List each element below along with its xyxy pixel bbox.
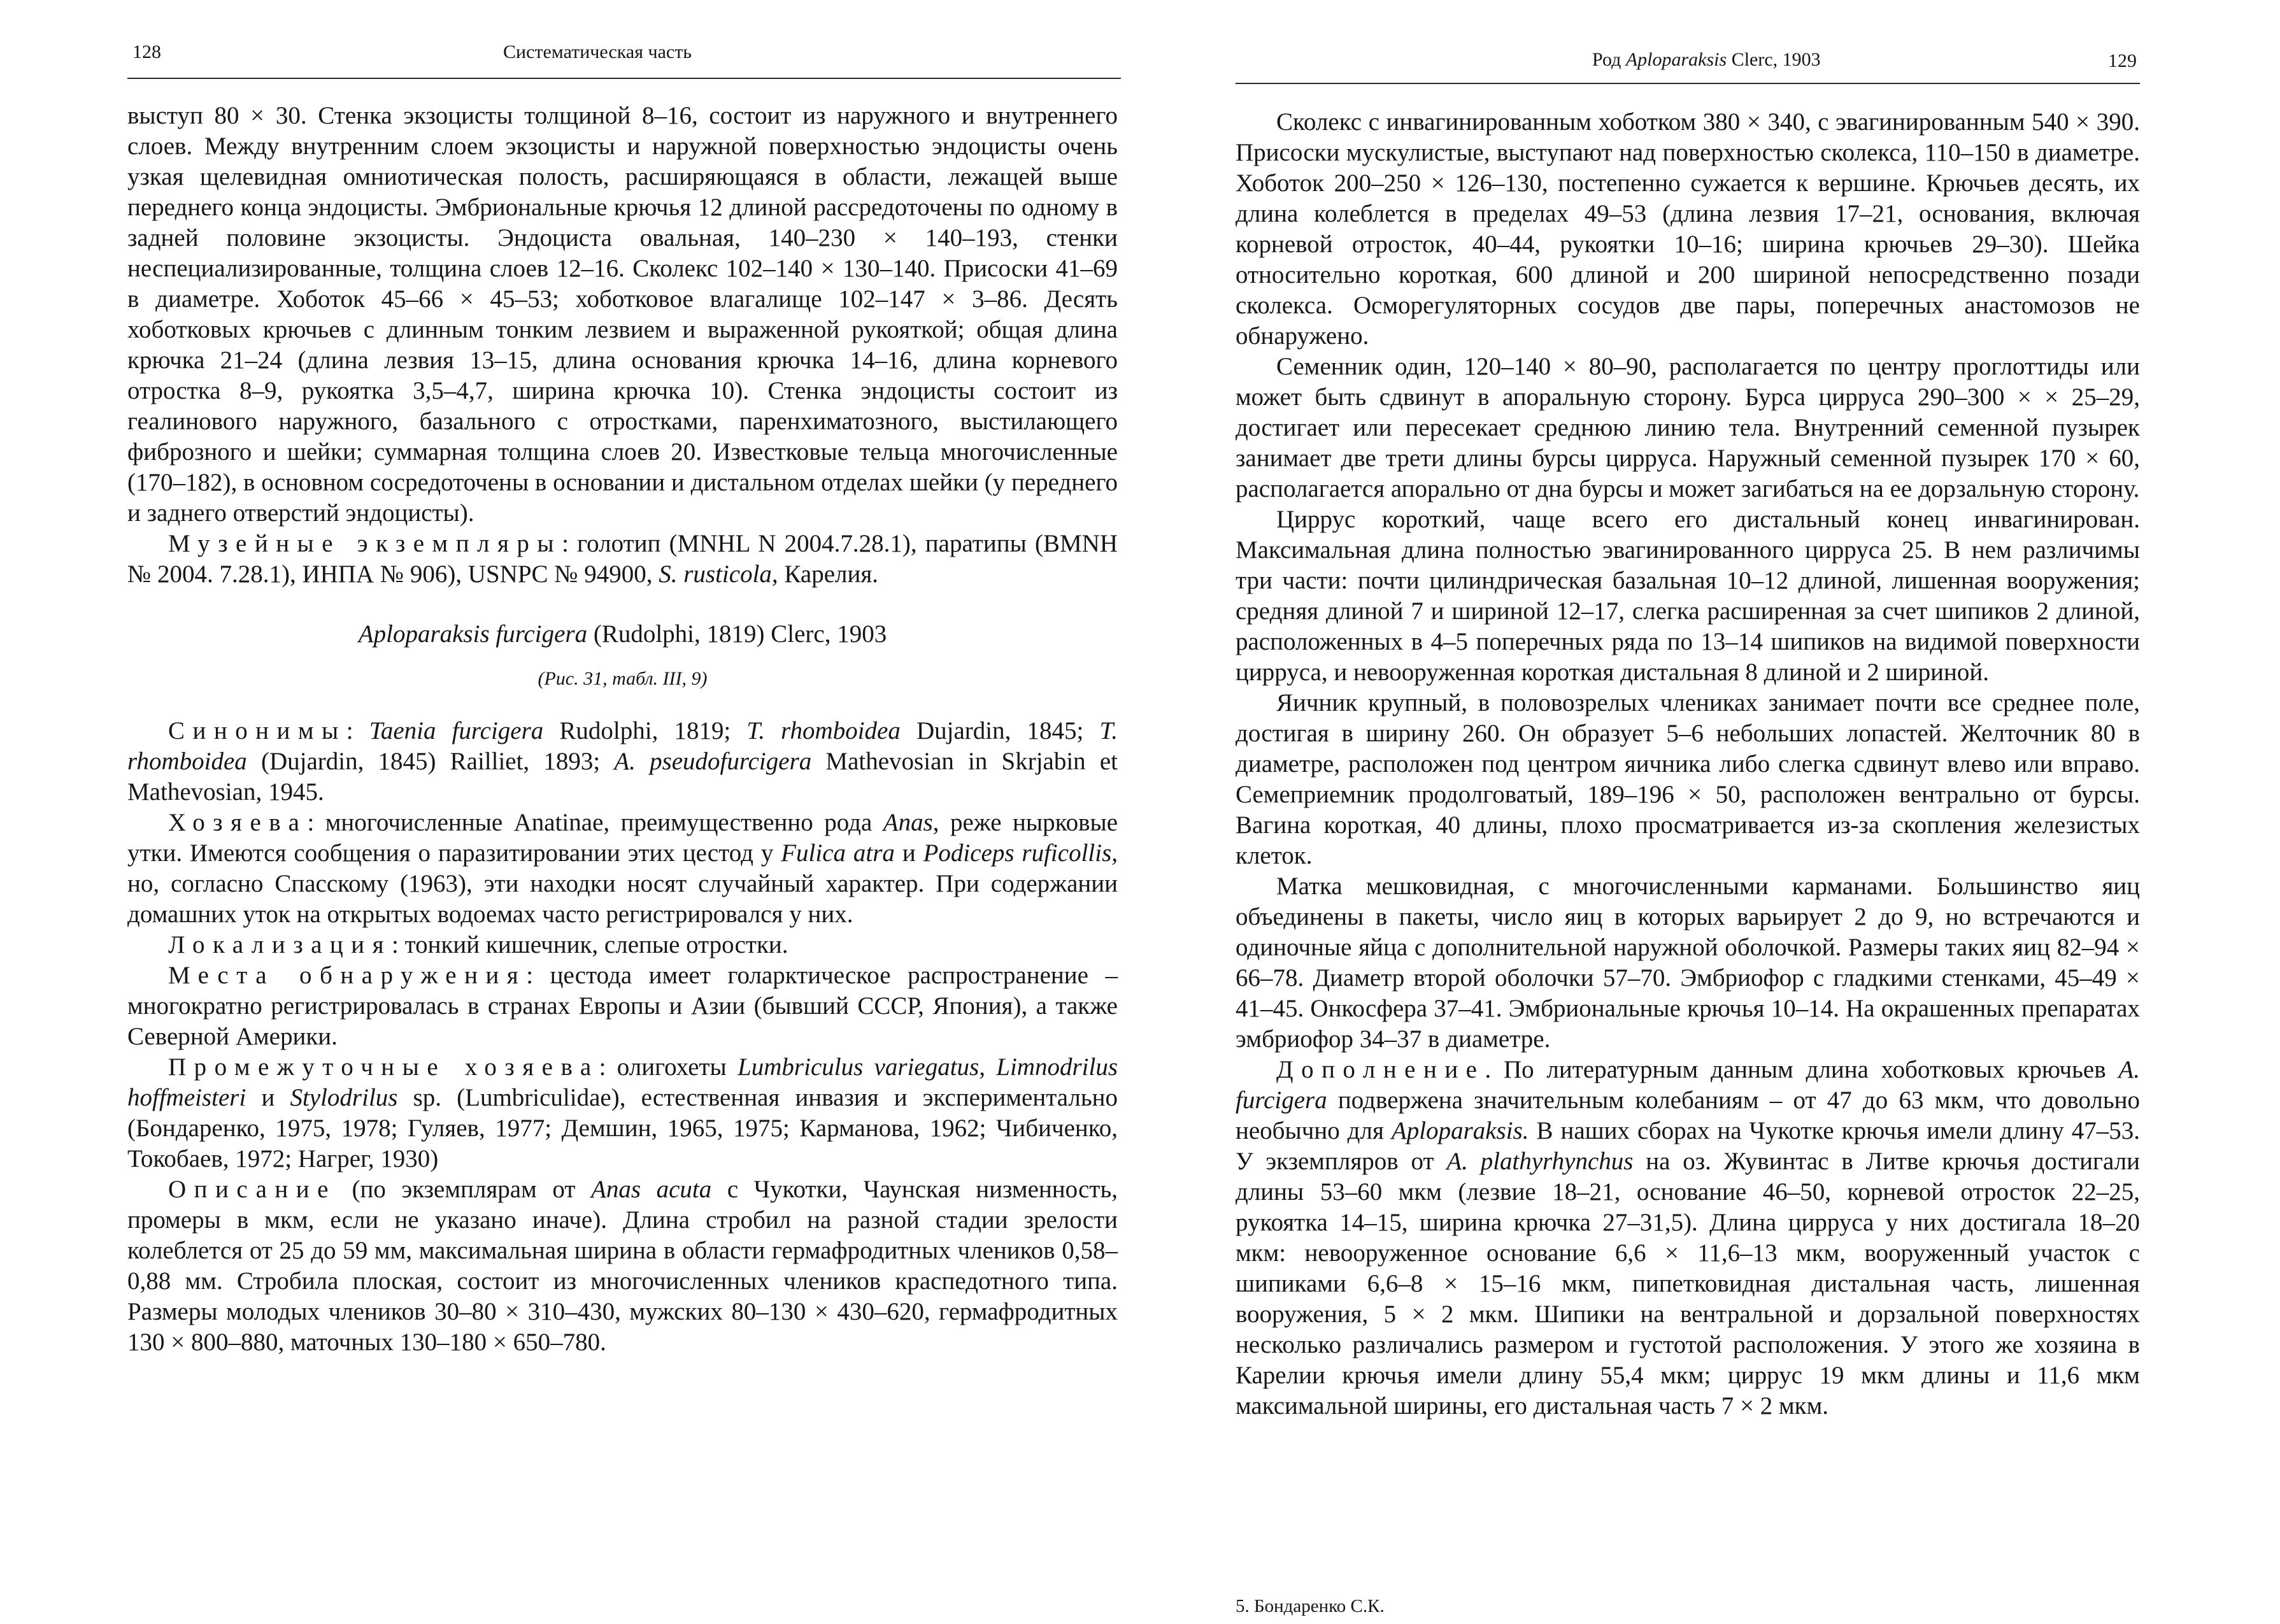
paragraph-localization: Локализация: тонкий кишечник, слепые отростки. xyxy=(168,931,788,958)
page-number-right: 129 xyxy=(2108,50,2137,71)
paragraph-locations: Места обнаружения: цестода имеет голарктическое распространение – многократно регистрировалась в странах Европы и Азии (бывший СССР, Япония), а также Северной Америки. xyxy=(127,962,1118,1050)
section-label: Локализация xyxy=(168,931,392,958)
header-rule-left xyxy=(127,78,1121,79)
running-head-right: Род Aploparaksis Clerc, 1903 xyxy=(1592,49,1821,70)
paragraph-ovary: Яичник крупный, в половозрелых члениках занимает почти все среднее поле, достигая в ширину 260. Он образует 5–6 небольших лопастей. Желточник 80 в диаметре, расположен под центром яичника либо слегка сдвинут влево или вправо. Семеприемник продолговатый, 189–196 × 50, расположен вентрально от бурсы. Вагина короткая, 40 длины, плохо просматривается из-за скопления железистых клеток. xyxy=(1236,689,2140,869)
paragraph-addition: Дополнение. По литературным данным длина хоботковых крючьев A. furcigera подвержена значительным колебаниям – от 47 до 63 мкм, что довольно необычно для Aploparaksis. В наших сборах на Чукотке крючья имели длину 47–53. У экземпляров от A. plathyrhynchus на оз. Жувинтас в Литве крючья достигали длины 53–60 мкм (лезвие 18–21, основание 46–50, корневой отросток 22–25, рукоятка 14–15, ширина крючка 27–31,5). Длина цирруса у них достигала 18–20 мкм: невооруженное основание 6,6 × 11,6–13 мкм, вооруженный участок с шипиками 6,6–8 × 15–16 мкм, пипетковидная дистальная часть, лишенная вооружения, 5 × 2 мкм. Шипики на вентральной и дорзальной поверхностях несколько различались размером и густотой расположения. У этого же хозяина в Карелии крючья имели длину 55,4 мкм; циррус 19 мкм длины и 11,6 мкм максимальной ширины, его дистальная часть 7 × 2 мкм. xyxy=(1236,1056,2140,1420)
paragraph-testis: Семенник один, 120–140 × 80–90, располагается по центру проглоттиды или может быть сдвинут в апоральную сторону. Бурса цирруса 290–300 × × 25–29, достигает или пересекает среднюю линию тела. Внутренний семенной пузырек занимает две трети длины бурсы цирруса. Наружный семенной пузырек 170 × 60, располагается апорально от дна бурсы и может загибаться на ее дорзальную сторону. xyxy=(1236,353,2140,502)
paragraph-museum: Музейные экземпляры: голотип (MNHL N 2004.7.28.1), паратипы (BMNH № 2004. 7.28.1), ИНПА № 906), USNPC № 94900, S. rusticola, Карелия. xyxy=(127,530,1118,588)
paragraph-hosts: Хозяева: многочисленные Anatinae, преимущественно рода Anas, реже нырковые утки. Имеются сообщения о паразитировании этих цестод у Fulica atra и Podiceps ruficollis, но, согласно Спасскому (1963), эти находки носят случайный характер. При содержании домашних уток на открытых водоемах часто регистрировался у них. xyxy=(127,809,1118,928)
paragraph-uterus: Матка мешковидная, с многочисленными карманами. Большинство яиц объединены в пакеты, число яиц в которых варьирует 2 до 9, но встречаются и одиночные яйца с дополнительной наружной оболочкой. Размеры таких яиц 82–94 × 66–78. Диаметр второй оболочки 57–70. Эмбриофор с гладкими стенками, 45–49 × 41–45. Онкосфера 37–41. Эмбриональные крючья 10–14. На окрашенных препаратах эмбриофор 34–37 в диаметре. xyxy=(1236,873,2140,1053)
left-body xyxy=(127,101,1118,1358)
right-body xyxy=(1236,107,2140,1421)
page-number-left: 128 xyxy=(132,41,161,62)
paragraph-intermediate-hosts: Промежуточные хозяева: олигохеты Lumbriculus variegatus, Limnodrilus hoffmeisteri и Stylodrilus sp. (Lumbriculidae), естественная инвазия и экспериментально (Бондаренко, 1975, 1978; Гуляев, 1977; Демшин, 1965, 1975; Карманова, 1962; Чибиченко, Токобаев, 1972; Нагрег, 1930) xyxy=(127,1053,1118,1172)
section-label: Дополнение xyxy=(1276,1056,1485,1083)
section-label: Описание xyxy=(168,1176,336,1203)
section-label: Промежуточные хозяева xyxy=(168,1053,599,1081)
paragraph-continuation: выступ 80 × 30. Стенка экзоцисты толщиной 8–16, состоит из наружного и внутреннего слоев. Между внутренним слоем экзоцисты и наружной поверхностью эндоцисты очень узкая щелевидная омниотическая полость, расширяющаяся в области, лежащей выше переднего конца эндоцисты. Эмбриональные крючья 12 длиной рассредоточены по одному в задней половине экзоцисты. Эндоциста овальная, 140–230 × 140–193, стенки неспециализированные, толщина слоев 12–16. Сколекс 102–140 × 130–140. Присоски 41–69 в диаметре. Хоботок 45–66 × 45–53; хоботковое влагалище 102–147 × 3–86. Десять хоботковых крючьев с длинным тонким лезвием и выраженной рукояткой; общая длина крючка 21–24 (длина лезвия 13–15, длина основания крючка 14–16, длина корневого отростка 8–9, рукоятка 3,5–4,7, ширина крючка 10). Стенка эндоцисты состоит из геалинового наружного, базального с отростками, паренхиматозного, выстилающего фиброзного и шейки; суммарная толщина слоев 20. Известковые тельца многочисленные (170–182), в основном сосредоточены в основании и дистальном отделах шейки (у переднего и заднего отверстий эндоцисты). xyxy=(127,102,1118,527)
paragraph-scolex: Сколекс с инвагинированным хоботком 380 × 340, с эвагинированным 540 × 390. Присоски мускулистые, выступают над поверхностью сколекса, 110–150 в диаметре. Хоботок 200–250 × 126–130, постепенно сужается к вершине. Крючьев десять, их длина колеблется в пределах 49–53 (длина лезвия 17–21, основания, включая корневой отросток, 40–44, рукоятки 10–16; ширина крючьев 29–30). Шейка относительно короткая, 600 длиной и 200 шириной непосредственно позади сколекса. Осморегуляторных сосудов две пары, поперечных анастомозов не обнаружено. xyxy=(1236,108,2140,350)
signature-footnote: 5. Бондаренко С.К. xyxy=(1236,1596,1385,1616)
running-head-left: Систематическая часть xyxy=(503,41,692,62)
species-title: Aploparaksis furcigera (Rudolphi, 1819) Clerc, 1903 xyxy=(358,620,887,648)
paragraph-cirrus: Циррус короткий, чаще всего его дистальный конец инвагинирован. Максимальная длина полностью эвагинированного цирруса 25. В нем различимы три части: почти цилиндрическая базальная 10–12 длиной, лишенная вооружения; средняя длиной 7 и шириной 12–17, слегка расширенная за счет шипиков 2 длиной, расположенных в 4–5 поперечных ряда по 13–14 шипиков на видимой поверхности цирруса, и невооруженная короткая дистальная 8 длиной и 2 шириной. xyxy=(1236,506,2140,686)
section-label: Места обнаружения xyxy=(168,962,527,989)
section-label: Синонимы xyxy=(168,717,346,744)
right-page xyxy=(1140,0,2280,1624)
figure-reference: (Рис. 31, табл. III, 9) xyxy=(538,668,708,689)
section-label: Музейные экземпляры xyxy=(168,530,562,557)
paragraph-description: Описание (по экземплярам от Anas acuta с Чукотки, Чаунская низменность, промеры в мкм, если не указано иначе). Длина стробил на разной стадии зрелости колеблется от 25 до 59 мм, максимальная ширина в области гермафродитных члеников 0,58–0,88 мм. Стробила плоская, состоит из многочисленных члеников краспедотного типа. Размеры молодых члеников 30–80 × 310–430, мужских 80–130 × 430–620, гермафродитных 130 × 800–880, маточных 130–180 × 650–780. xyxy=(127,1176,1118,1356)
header-rule-right xyxy=(1236,83,2140,84)
paragraph-synonyms: Синонимы: Taenia furcigera Rudolphi, 1819; T. rhomboidea Dujardin, 1845; T. rhomboidea (Dujardin, 1845) Railliet, 1893; A. pseudofurcigera Mathevosian in Skrjabin et Mathevosian, 1945. xyxy=(127,717,1118,806)
section-label: Хозяева xyxy=(168,809,308,836)
